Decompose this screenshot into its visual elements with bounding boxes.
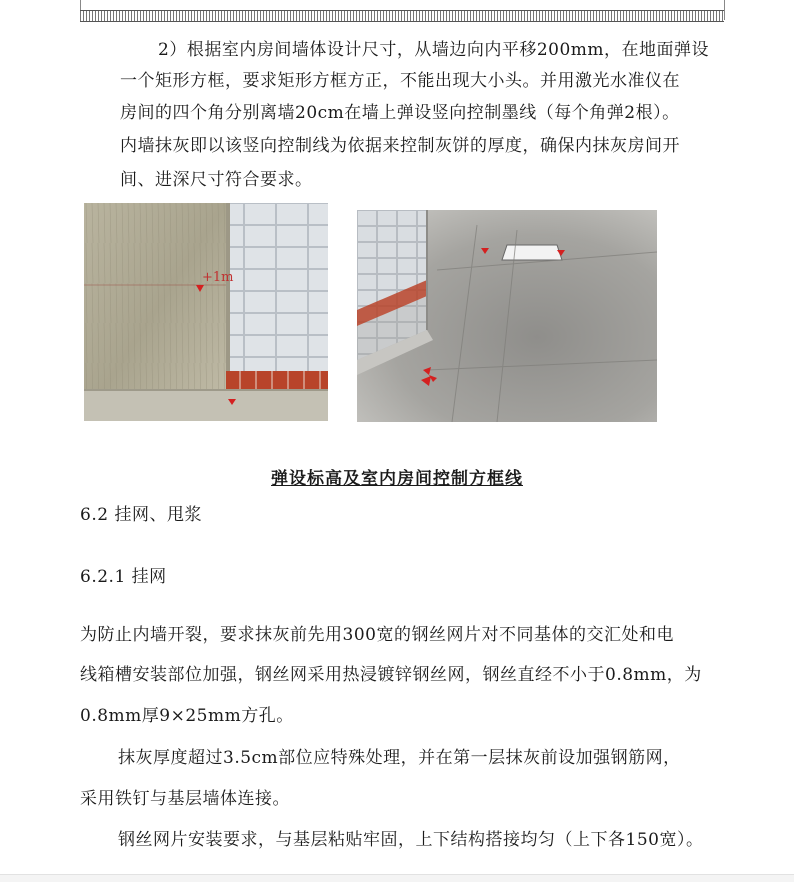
photo-wall-svg [84,203,328,421]
photo-floor-control-lines [357,210,657,422]
text-line: 为防止内墙开裂，要求抹灰前先用300宽的钢丝网片对不同基体的交汇处和电 [80,625,674,645]
text-line: 房间的四个角分别离墙20cm在墙上弹设竖向控制墨线（每个角弹2根）。 [120,103,680,123]
text-line: 采用铁钉与基层墙体连接。 [80,789,290,809]
elevation-mark-label: +1m [202,270,234,285]
section-heading-6-2: 6.2 挂网、甩浆 [80,505,202,525]
text-line: 0.8mm厚9×25mm方孔。 [80,706,294,726]
photo-wall-elevation-mark [84,203,328,421]
header-rule [80,10,724,21]
text-line: 抹灰厚度超过3.5cm部位应特殊处理，并在第一层抹灰前设加强钢筋网， [118,748,681,768]
text-line: 间、进深尺寸符合要求。 [120,170,313,190]
section-heading-6-2-1: 6.2.1 挂网 [80,567,167,587]
text-line: 一个矩形方框，要求矩形方框方正，不能出现大小头。并用激光水准仪在 [120,71,680,91]
page-corner-mark-right [724,0,725,20]
text-line: 2）根据室内房间墙体设计尺寸，从墙边向内平移200mm，在地面弹设 [158,40,710,60]
photo-floor-svg [357,210,657,422]
text-line: 内墙抹灰即以该竖向控制线为依据来控制灰饼的厚度，确保内抹灰房间开 [120,136,680,156]
figure-caption: 弹设标高及室内房间控制方框线 [271,469,523,489]
text-line: 钢丝网片安装要求，与基层粘贴牢固，上下结构搭接均匀（上下各150宽）。 [118,830,704,850]
text-line: 线箱槽安装部位加强，钢丝网采用热浸镀锌钢丝网，钢丝直经不小于0.8mm，为 [80,665,702,685]
